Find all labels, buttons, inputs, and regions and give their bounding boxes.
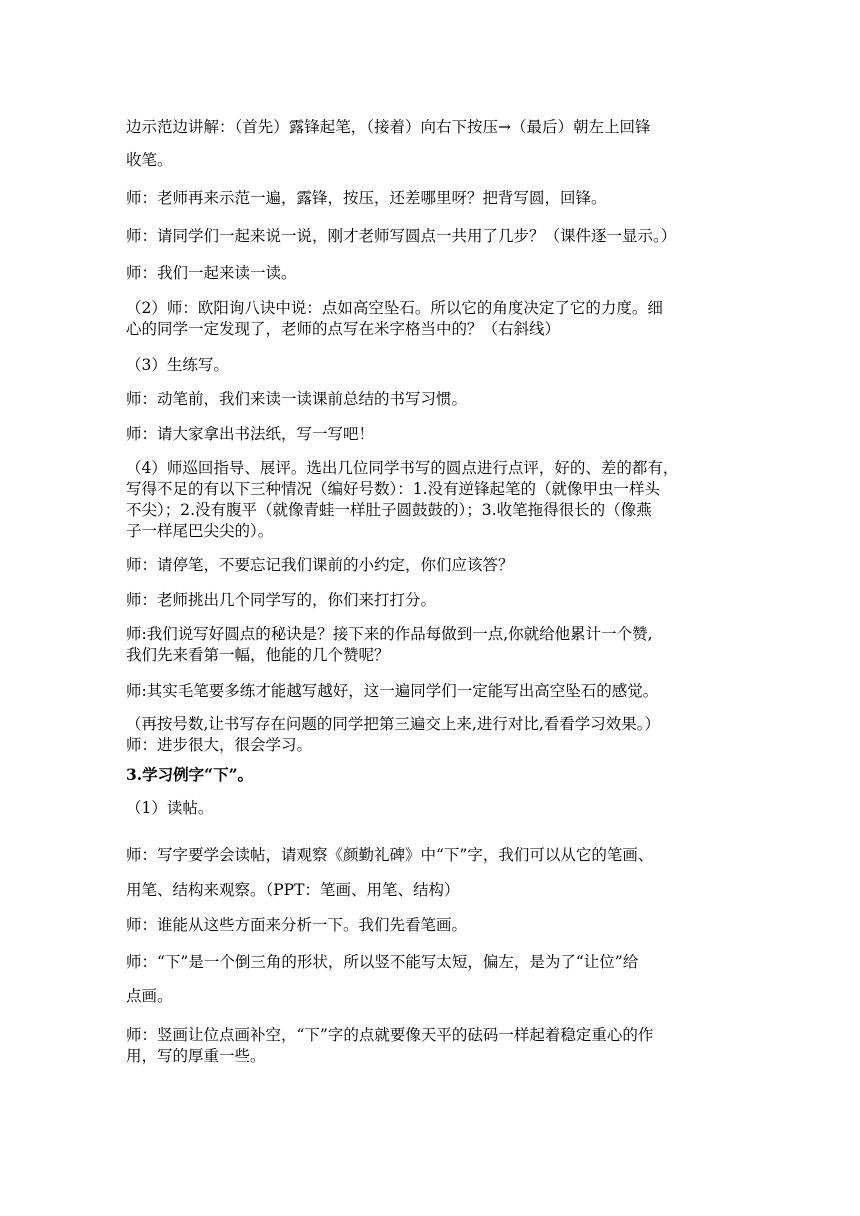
text-line: 点画。 [126, 987, 173, 1005]
text-line: 师：请停笔，不要忘记我们课前的小约定，你们应该答？ [126, 556, 514, 574]
text-line: 用笔、结构来观察。（PPT：笔画、用笔、结构） [126, 881, 460, 899]
paragraph [126, 555, 738, 576]
text-line: 心的同学一定发现了，老师的点写在米字格当中的？（右斜线） [126, 320, 561, 338]
paragraph [126, 590, 738, 611]
paragraph [126, 226, 738, 247]
paragraph [126, 263, 738, 284]
paragraph [126, 798, 738, 819]
paragraph [126, 424, 738, 445]
text-line: 写得不足的有以下三种情况（编好号数）：1.没有逆锋起笔的（就像甲虫一样头 [126, 480, 661, 498]
paragraph [126, 150, 738, 171]
text-line: （1）读帖。 [126, 799, 214, 817]
paragraph [126, 681, 738, 702]
text-line: 师：请大家拿出书法纸，写一写吧！ [126, 425, 375, 443]
paragraph [126, 986, 738, 1007]
paragraph [126, 880, 738, 901]
paragraph [126, 355, 738, 376]
text-line: 子一样尾巴尖尖的）。 [126, 522, 274, 540]
text-line: 师：竖画让位点画补空，“下”字的点就要像天平的砝码一样起着稳定重心的作 [126, 1026, 654, 1044]
section-heading [126, 764, 738, 785]
text-line: 师：进步很大，很会学习。 [126, 736, 313, 754]
paragraph [126, 117, 738, 138]
text-line: 师：谁能从这些方面来分析一下。我们先看笔画。 [126, 916, 468, 934]
paragraph [126, 714, 738, 756]
text-line: 边示范边讲解：（首先）露锋起笔，（接着）向右下按压→（最后）朝左上回锋 [126, 118, 651, 136]
text-line: 师：老师再来示范一遍，露锋，按压，还差哪里呀？把背写圆，回锋。 [126, 189, 607, 207]
paragraph [126, 915, 738, 936]
paragraph [126, 389, 738, 410]
paragraph [126, 188, 738, 209]
paragraph [126, 298, 738, 340]
text-line: 师:其实毛笔要多练才能越写越好，这一遍同学们一定能写出高空坠石的感觉。 [126, 682, 659, 700]
text-line: （再按号数,让书写存在问题的同学把第三遍交上来,进行对比,看看学习效果。） [126, 715, 661, 733]
text-line: 师：写字要学会读帖，请观察《颜勤礼碑》中“下”字，我们可以从它的笔画、 [126, 846, 654, 864]
text-line: 师：我们一起来读一读。 [126, 264, 297, 282]
paragraph [126, 458, 738, 542]
text-line: （2）师：欧阳询八诀中说：点如高空坠石。所以它的角度决定了它的力度。细 [126, 299, 663, 317]
text-line: 师：老师挑出几个同学写的，你们来打打分。 [126, 591, 437, 609]
paragraph [126, 952, 738, 973]
paragraph [126, 1025, 738, 1067]
text-line: 师：请同学们一起来说一说，刚才老师写圆点一共用了几步？（课件逐一显示。） [126, 227, 677, 245]
paragraph [126, 624, 738, 666]
text-line: 收笔。 [126, 151, 173, 169]
text-line: 3.学习例字“下”。 [126, 765, 254, 784]
text-line: 师：“下”是一个倒三角的形状，所以竖不能写太短，偏左，是为了“让位”给 [126, 953, 639, 971]
text-line: （3）生练写。 [126, 356, 229, 374]
text-line: 师:我们说写好圆点的秘诀是？接下来的作品每做到一点,你就给他累计一个赞, [126, 625, 653, 643]
text-line: 用，写的厚重一些。 [126, 1047, 266, 1065]
text-line: （4）师巡回指导、展评。选出几位同学书写的圆点进行点评，好的、差的都有， [126, 459, 679, 477]
paragraph [126, 845, 738, 866]
text-line: 师：动笔前，我们来读一读课前总结的书写习惯。 [126, 390, 468, 408]
text-line: 我们先来看第一幅，他能的几个赞呢？ [126, 646, 390, 664]
text-line: 不尖）；2.没有腹平（就像青蛙一样肚子圆鼓鼓的）；3.收笔拖得很长的（像燕 [126, 501, 652, 519]
